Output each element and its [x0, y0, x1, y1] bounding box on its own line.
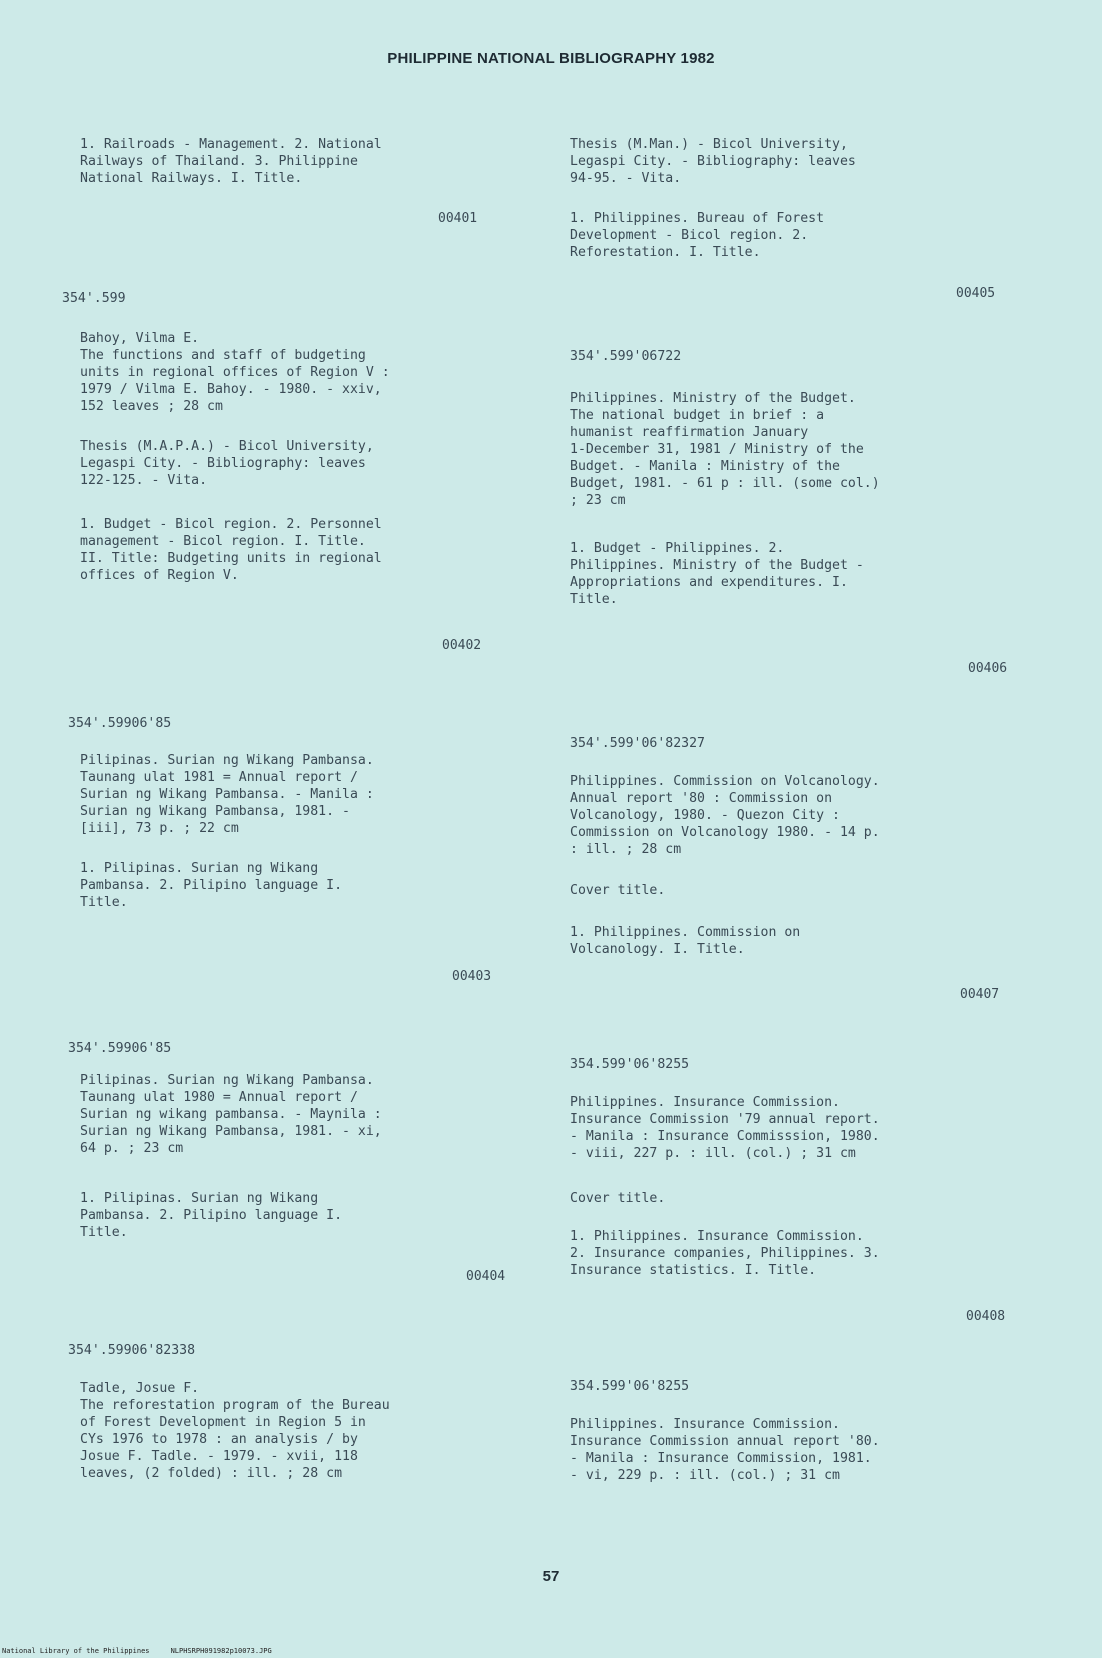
page-number: 57 — [542, 1568, 560, 1585]
right-column — [570, 0, 1020, 1658]
entry-note: Cover title. — [570, 1191, 666, 1206]
class-number: 354'.599'06722 — [570, 349, 682, 364]
entry-subjects: 1. Pilipinas. Surian ng Wikang Pambansa. 2. Pilipino language I. Title. — [80, 1191, 343, 1240]
class-number: 354.599'06'8255 — [570, 1057, 690, 1072]
entry-subjects: 1. Philippines. Bureau of Forest Development - Bicol region. 2. Reforestation. I. Title. — [570, 211, 825, 260]
entry-note: Thesis (M.A.P.A.) - Bicol University, Legaspi City. - Bibliography: leaves 122-125. - Vita. — [80, 439, 374, 488]
page-header: PHILIPPINE NATIONAL BIBLIOGRAPHY 1982 — [387, 50, 715, 67]
entry-note: Cover title. — [570, 883, 666, 898]
entry-body: Philippines. Commission on Volcanology. Annual report '80 : Commission on Volcanology, 1980. - Quezon City : Commission on Volcanology 1980. - 14 p. : ill. ; 28 cm — [570, 774, 880, 857]
class-number: 354.599'06'8255 — [570, 1379, 690, 1394]
entry-subjects: 1. Philippines. Insurance Commission. 2. Insurance companies, Philippines. 3. Insurance statistics. I. Title. — [570, 1229, 880, 1278]
class-number: 354'.59906'85 — [68, 1041, 172, 1056]
entry-body: Tadle, Josue F. The reforestation program of the Bureau of Forest Development in Region 5 in CYs 1976 to 1978 : an analysis / by Josue F. Tadle. - 1979. - xvii, 118 leaves, (2 folded) : ill. ; 28 cm — [80, 1381, 390, 1481]
entry-note: Thesis (M.Man.) - Bicol University, Legaspi City. - Bibliography: leaves 94-95. - Vita. — [570, 137, 856, 186]
entry-body: Philippines. Insurance Commission. Insurance Commission '79 annual report. - Manila : Insurance Commisssion, 1980. - viii, 227 p. : ill. (col.) ; 31 cm — [570, 1095, 880, 1161]
entry-number: 00405 — [956, 286, 996, 301]
entry-subjects: 1. Pilipinas. Surian ng Wikang Pambansa. 2. Pilipino language I. Title. — [80, 861, 343, 910]
entry-number: 00403 — [452, 969, 492, 984]
entry-number: 00406 — [968, 661, 1008, 676]
entry-body: Pilipinas. Surian ng Wikang Pambansa. Taunang ulat 1981 = Annual report / Surian ng Wikang Pambansa. - Manila : Surian ng Wikang Pambansa, 1981. - [iii], 73 p. ; 22 cm — [80, 753, 374, 836]
entry-body: Philippines. Ministry of the Budget. The national budget in brief : a humanist reaffirmation January 1-December 31, 1981 / Ministry of the Budget. - Manila : Ministry of the Budget, 1981. - 61 p : ill. (some col.) ; 23 cm — [570, 391, 880, 508]
entry-subjects: 1. Railroads - Management. 2. National Railways of Thailand. 3. Philippine National Railways. I. Title. — [80, 137, 382, 186]
entry-number: 00402 — [442, 638, 482, 653]
entry-subjects: 1. Budget - Bicol region. 2. Personnel management - Bicol region. I. Title. II. Title: Budgeting units in regional offices of Region V. — [80, 517, 382, 583]
class-number: 354'.599 — [62, 291, 126, 306]
left-column — [62, 0, 520, 1658]
footer-caption: National Library of the Philippines NLPHSRPH091982p10073.JPG — [2, 1647, 272, 1655]
entry-number: 00401 — [438, 211, 478, 226]
class-number: 354'.59906'82338 — [68, 1343, 196, 1358]
entry-body: Philippines. Insurance Commission. Insurance Commission annual report '80. - Manila : Insurance Commission, 1981. - vi, 229 p. : ill. (col.) ; 31 cm — [570, 1417, 880, 1483]
entry-number: 00408 — [966, 1309, 1006, 1324]
entry-body: Pilipinas. Surian ng Wikang Pambansa. Taunang ulat 1980 = Annual report / Surian ng wikang pambansa. - Maynila : Surian ng Wikang Pambansa, 1981. - xi, 64 p. ; 23 cm — [80, 1073, 382, 1156]
class-number: 354'.599'06'82327 — [570, 736, 705, 751]
entry-number: 00404 — [466, 1269, 506, 1284]
entry-number: 00407 — [960, 987, 1000, 1002]
entry-subjects: 1. Budget - Philippines. 2. Philippines. Ministry of the Budget - Appropriations and expenditures. I. Title. — [570, 541, 864, 607]
class-number: 354'.59906'85 — [68, 716, 172, 731]
entry-subjects: 1. Philippines. Commission on Volcanology. I. Title. — [570, 925, 801, 957]
entry-body: Bahoy, Vilma E. The functions and staff of budgeting units in regional offices of Region V : 1979 / Vilma E. Bahoy. - 1980. - xxiv, 152 leaves ; 28 cm — [80, 331, 390, 414]
